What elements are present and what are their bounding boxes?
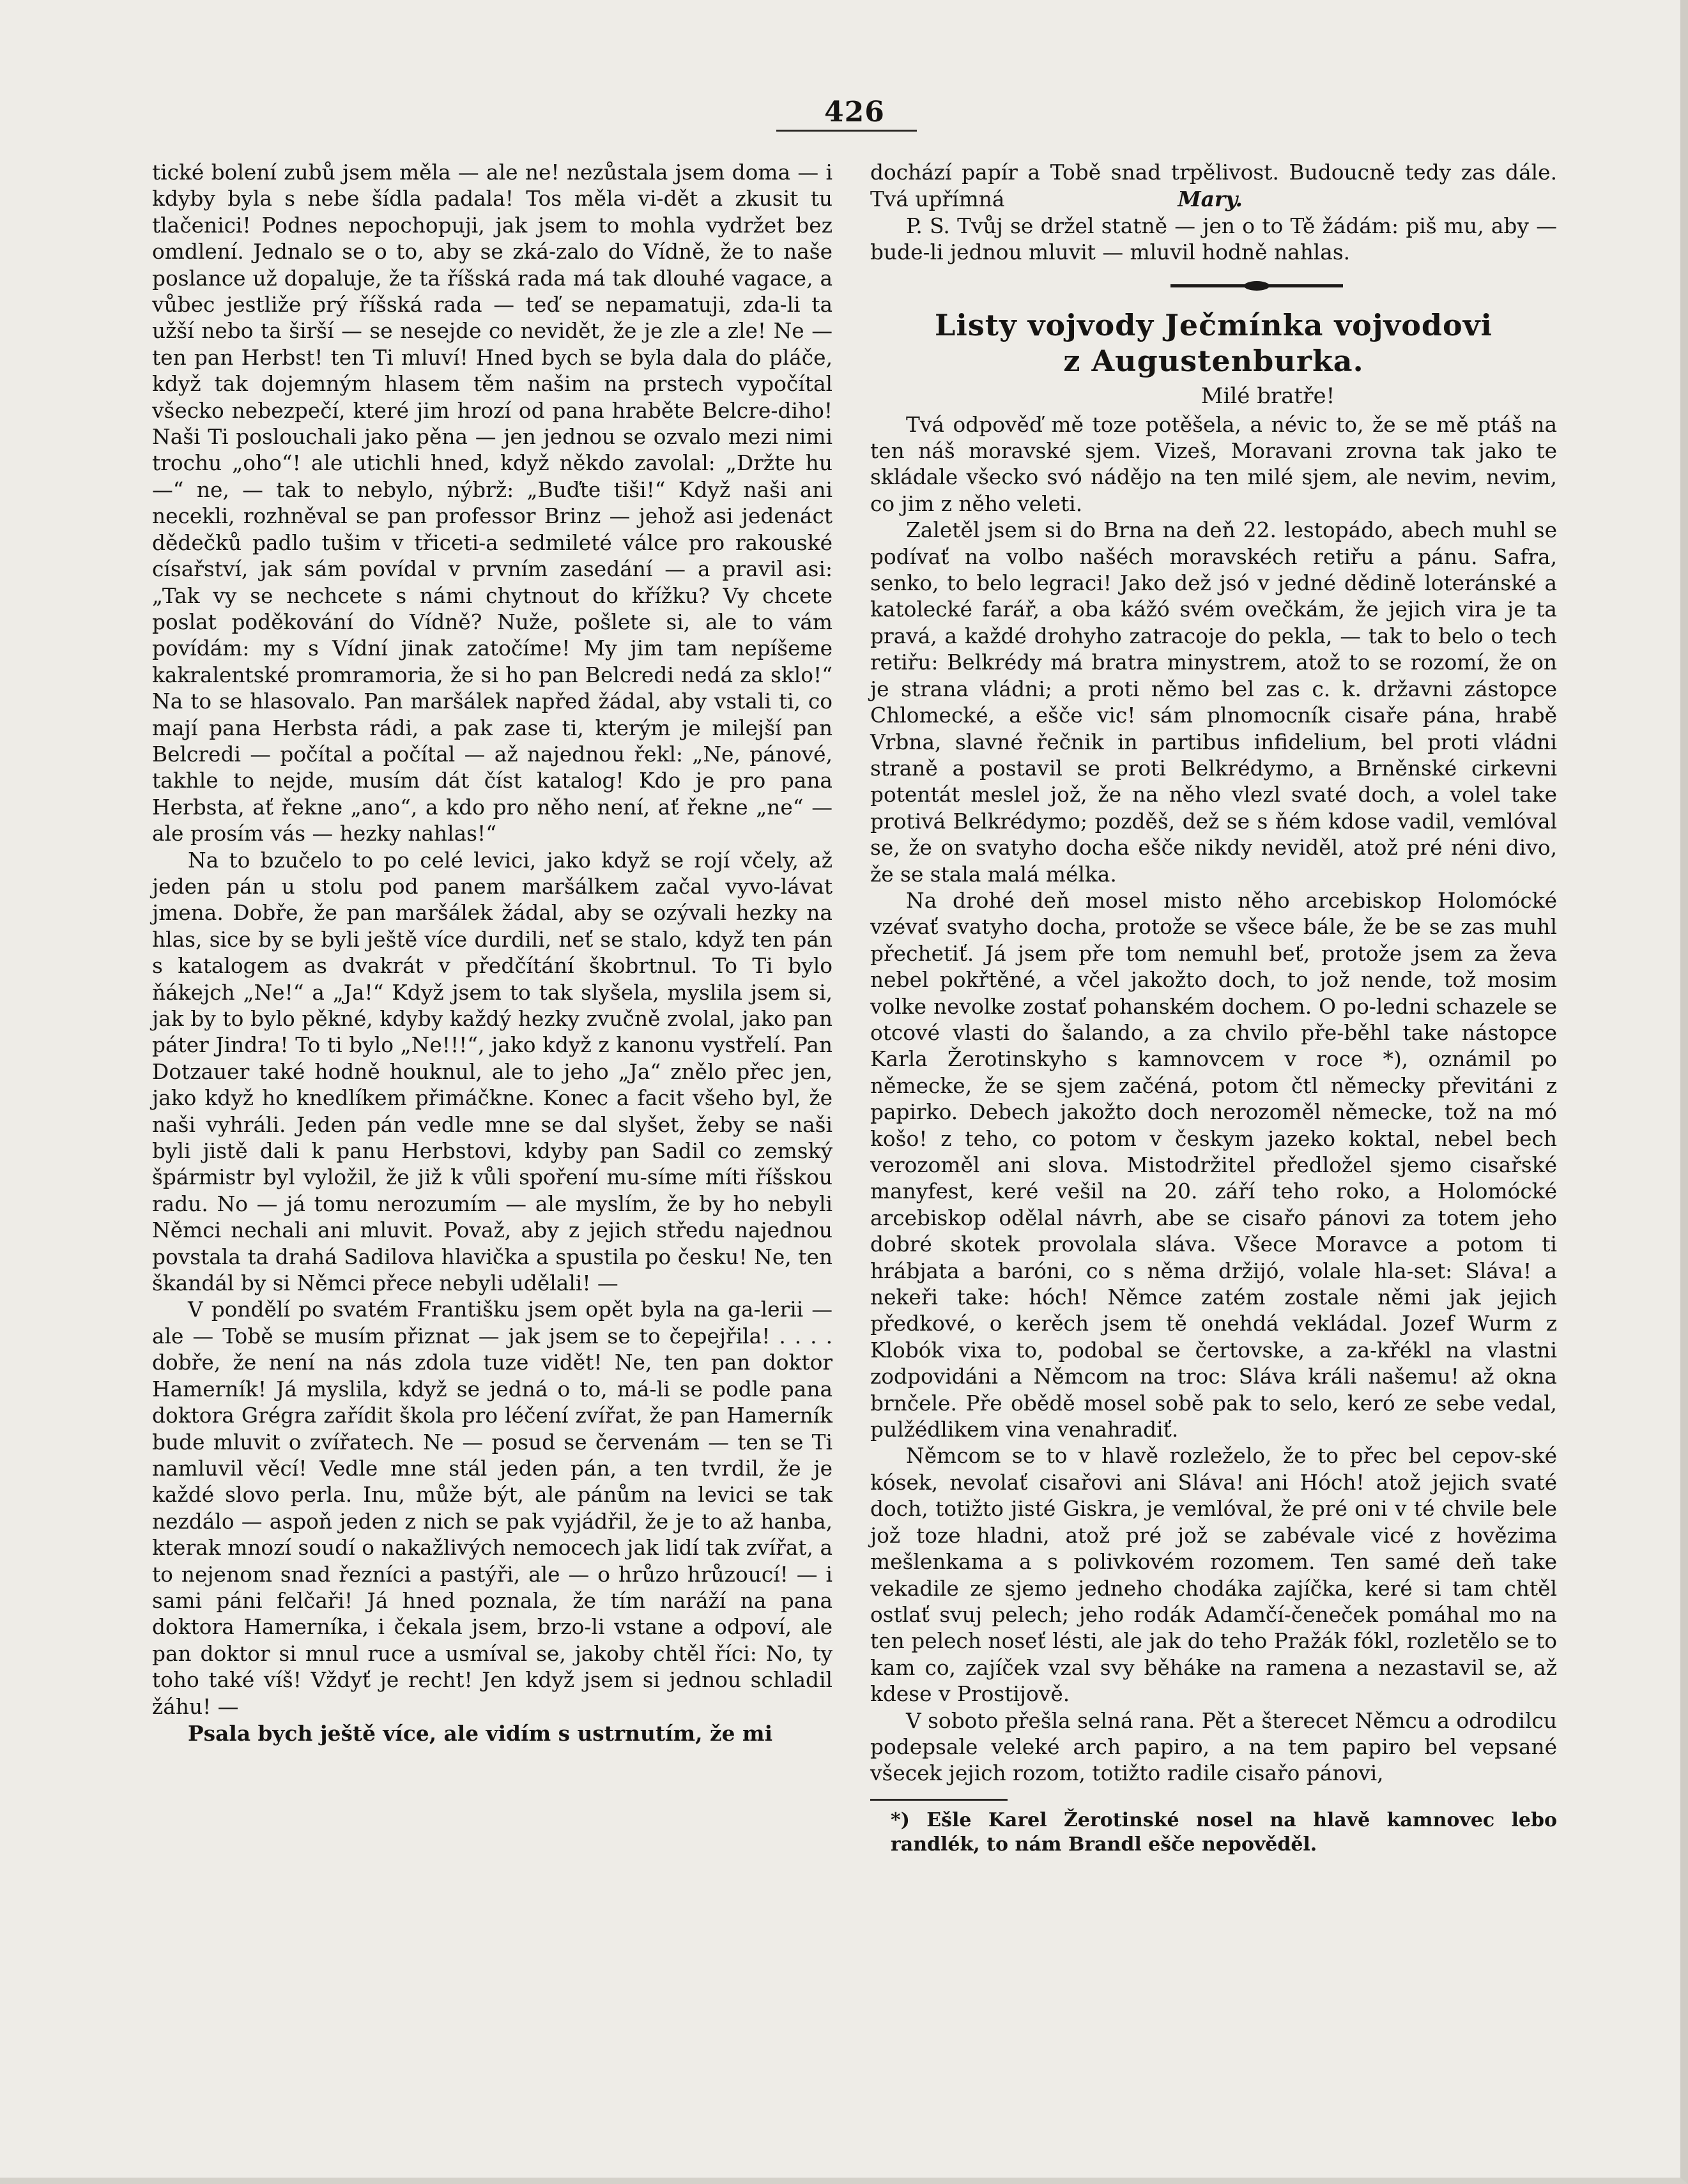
letter-continuation: dochází papír a Tobě snad trpělivost. Budoucně tedy zas dále. Tvá upřímná (870, 160, 1557, 212)
right-paragraph-4: Němcom se to v hlavě rozleželo, že to přec bel cepov-ské kósek, nevolať cisařovi ani Sláva! ani Hóch! atož jejich svaté doch, totižto jisté Giskra, je vemlóval, že pré oni v té chvile bele jož toze hladni, atož pré jož se zabévale vicé z hovězima mešlenkama a s polivkovém rozomem. Ten samé deň take vekadile ze sjemo jedneho chodáka zajíčka, keré si tam chtěl ostlať svuj pelech; jeho rodák Adamčí-čeneček pomáhal mo na ten pelech noseť lésti, ale jak do teho Pražák fókl, rozletělo se to kam co, zajíček vzal svy běháke na ramena a nezastavil se, až kdese v Prostijově. (870, 1444, 1557, 1707)
postscript: P. S. Tvůj se držel statně — jen o to Tě žádám: piš mu, aby — bude-li jednou mluvit — mluvil hodně nahlas. (870, 213, 1557, 265)
left-paragraph-1: tické bolení zubů jsem měla — ale ne! nezůstala jsem doma — i kdyby byla s nebe šídla padala! Tos měla vi-dět a zkusit tu tlačenici! Podnes nepochopuji, jak jsem to mohla vydržet bez omdlení. Jednalo se o to, aby se zká-zalo do Vídně, že to naše poslance už dopaluje, že ta říšská rada má tak dlouhé vagace, a vůbec jestliže prý říšská rada — teď se nepamatuji, zda-li ta užší nebo ta širší — se nesejde co nevidět, že je zle a zle! Ne — ten pan Herbst! ten Ti mluví! Hned bych se byla dala do pláče, když tak dojemným hlasem těm našim na prstech vypočítal všecko nebezpečí, které jim hrozí od pana hraběte Belcre-diho! Naši Ti poslouchali jako pěna — jen jednou se ozvalo mezi nimi trochu „oho“! ale utichli hned, když někdo zavolal: „Držte hu —“ ne, — tak to nebylo, nýbrž: „Buďte tiši!“ Když naši ani necekli, rozhněval se pan professor Brinz — jehož asi jedenáct dědečků padlo tušim v třiceti-a sedmileté válce pro rakouské císařství, jak sám povídal v prvním zasedání — a pravil asi: „Tak vy se nechcete s námi chytnout do křížku? Vy chcete poslat poděkování do Vídně? Nuže, pošlete si, ale to vám povídám: my s Vídní jinak zatočíme! My jim tam nepíšeme kakralentské promramoria, že si ho pan Belcredi nedá za sklo!“ Na to se hlasovalo. Pan maršálek napřed žádal, aby vstali ti, co mají pana Herbsta rádi, a pak zase ti, kterým je milejší pan Belcredi — počítal a počítal — až najednou řekl: „Ne, pánové, takhle to nejde, musím dát číst katalog! Kdo je pro pana Herbsta, ať řekne „ano“, a kdo pro něho není, ať řekne „ne“ — ale prosím vás — hezky nahlas!“ (152, 160, 832, 846)
footnote: *) Ešle Karel Žerotinské nosel na hlavě kamnovec lebo randlék, to nám Brandl ešče nepověděl. (891, 1808, 1557, 1856)
article-heading (870, 307, 1557, 379)
left-paragraph-2: Na to bzučelo to po celé levici, jako když se rojí včely, až jeden pán u stolu pod panem maršálkem začal vyvo-lávat jmena. Dobře, že pan maršálek žádal, aby se ozývali hezky na hlas, sice by se byli ještě více durdili, neť se stalo, když ten pán s katalogem as dvakrát v předčítání škobrtnul. To Ti bylo ňákejch „Ne!“ a „Ja!“ Když jsem to tak slyšela, myslila jsem si, jak by to bylo pěkné, kdyby každý hezky zvučně zvolal, jako pan páter Jindra! To ti bylo „Ne!!!“, jako když z kanonu vystřelí. Pan Dotzauer také hodně houknul, ale to jeho „Ja“ znělo přec jen, jako když ho knedlíkem přimáčkne. Konec a facit všeho byl, že naši vyhráli. Jeden pán vedle mne se dal slyšet, žeby se naši byli jistě dali k panu Herbstovi, kdyby pan Sadil co zemský špármistr byl vyložil, že již k vůli spoření mu-síme míti říšskou radu. No — já tomu nerozumím — ale myslím, že by ho nebyli Němci nechali ani mluvit. Považ, aby z jejich středu najednou povstala ta drahá Sadilova hlavička a spustila po česku! Ne, ten škandál by si Němci přece nebyli udělali! — (152, 848, 832, 1296)
page-number-rule (776, 130, 917, 132)
right-paragraph-2: Zaletěl jsem si do Brna na deň 22. lestopádo, abech muhl se podívať na volbo našéch moravskéch retiřu a pánu. Safra, senko, to belo legraci! Jako dež jsó v jedné dědině loteránské a katolecké farář, a oba kážó svém ovečkám, že jejich vira je ta pravá, a každé drohyho zatracoje do pekla, — tak to belo o tech retiřu: Belkrédy má bratra minystrem, atož to se rozomí, že on je strana vládni; a proti němo bel zas c. k. državni zástopce Chlomecké, a ešče vic! sám plnomocník cisaře pána, hrabě Vrbna, slavné řečnik in partibus infidelium, bel proti vládni straně a postavil se proti Belkrédymo, a Brněnské cirkevni potentát meslel jož, že na něho vlezl svaté doch, a volel take protivá Belkrédymo; pozděš, dež se s ňém kdose vadil, vemlóval se, že on svatyho docha ešče nikdy neviděl, atož pré néni divo, že se stala malá mélka. (870, 518, 1557, 887)
left-paragraph-3: V pondělí po svatém Františku jsem opět byla na ga-lerii — ale — Tobě se musím přiznat — jak jsem se to čepejřila! . . . . dobře, že není na nás zdola tuze vidět! Ne, ten pan doktor Hamerník! Já myslila, když se jedná o to, má-li se podle pana doktora Grégra zařídit škola pro léčení zvířat, že pan Hamerník bude mluvit o zvířatech. Ne — posud se červenám — ten se Ti namluvil věcí! Vedle mne stál jeden pán, a ten tvrdil, že je každé slovo perla. Inu, může být, ale pánům na levici se tak nezdálo — aspoň jeden z nich se pak vyjádřil, že je to až hanba, kterak mnozí soudí o nakažlivých nemocech jak lidí tak zvířat, a to nejenom snad řezníci a pastýři, ale — o hrůzo hrůzoucí! — i sami páni felčaři! Já hned poznala, že tím naráží na pana doktora Hamerníka, i čekala jsem, brzo-li vstane a odpoví, ale pan doktor si mnul ruce a usmíval se, jakoby chtěl říci: No, ty toho také víš! Vždyť je recht! Jen když jsem si jednou schladil žáhu! — (152, 1297, 832, 1719)
article-heading-line-1: Listy vojvody Ječmínka vojvodovi (935, 307, 1492, 342)
salutation: Milé bratře! (1201, 383, 1335, 409)
footnote-rule (870, 1799, 1008, 1801)
right-paragraph-5: V soboto přešla selná rana. Pět a šterecet Němcu a odrodilcu podepsale veleké arch papiro, a na tem papiro bel vepsané všecek jejich rozom, totižto radile cisařo pánovi, (870, 1708, 1557, 1786)
letter-signature: Mary. (1178, 187, 1243, 212)
letter-closing (870, 160, 1557, 213)
article-heading-line-2: z Augustenburka. (1063, 343, 1364, 378)
right-paragraph-3: Na drohé deň mosel misto něho arcebiskop Holomócké vzévať svatyho docha, protože se všece bále, že be se zas muhl přechetiť. Já jsem pře tom nemuhl beť, protože jsem za ževa nebel pokřtěné, a včel jakožto doch, to jož nende, tož mosim volke nevolke zostať pohanském dochem. O po-ledni schazele se otcové vlasti do šalando, a za chvilo pře-běhl take nástopce Karla Žerotinskyho s kamnovcem v roce *), oznámil po německe, že se sjem začéná, potom čtl německy převitáni z papirko. Debech jakožto doch nerozoměl německe, tož na mó košo! z teho, co potom v českym jazeko koktal, nebel bech verozoměl ani slova. Mistodržitel předložel sjemo cisařské manyfest, keré vešil na 20. září teho roko, a Holomócké arcebiskop odělal návrh, abe se cisařo pánovi za totem jeho dobré skotek provolala sláva. Všece Moravce a potom ti hrábjata a baróni, co s něma držijó, volale hla-set: Sláva! a nekeři take: hóch! Němce zatém zostale němi jak jejich předkové, o kerěch jsem tě onehdá vekládal. Jozef Wurm z Klobók vixa to, podobal se čertovske, a za-křékl na vlastni zodpovidáni a Němcom na troc: Sláva králi našemu! až okna brnčele. Pře obědě mosel sobě pak to selo, keró ze sebe vedal, pulžédlikem vina venahradiť. (870, 888, 1557, 1442)
right-paragraph-1: Tvá odpověď mě toze potěšela, a névic to, že se mě ptáš na ten náš moravské sjem. Vizeš, Moravani zrovna tak jako te skládale všecko svó nádějo na ten milé sjem, ale nevim, nevim, co jim z něho veleti. (870, 412, 1557, 516)
left-column (152, 160, 832, 1746)
left-paragraph-4: Psala bych ještě více, ale vidím s ustrnutím, že mi (188, 1720, 773, 1746)
section-divider (870, 266, 1557, 305)
page-number: 426 (824, 96, 885, 128)
right-column (870, 160, 1557, 1857)
